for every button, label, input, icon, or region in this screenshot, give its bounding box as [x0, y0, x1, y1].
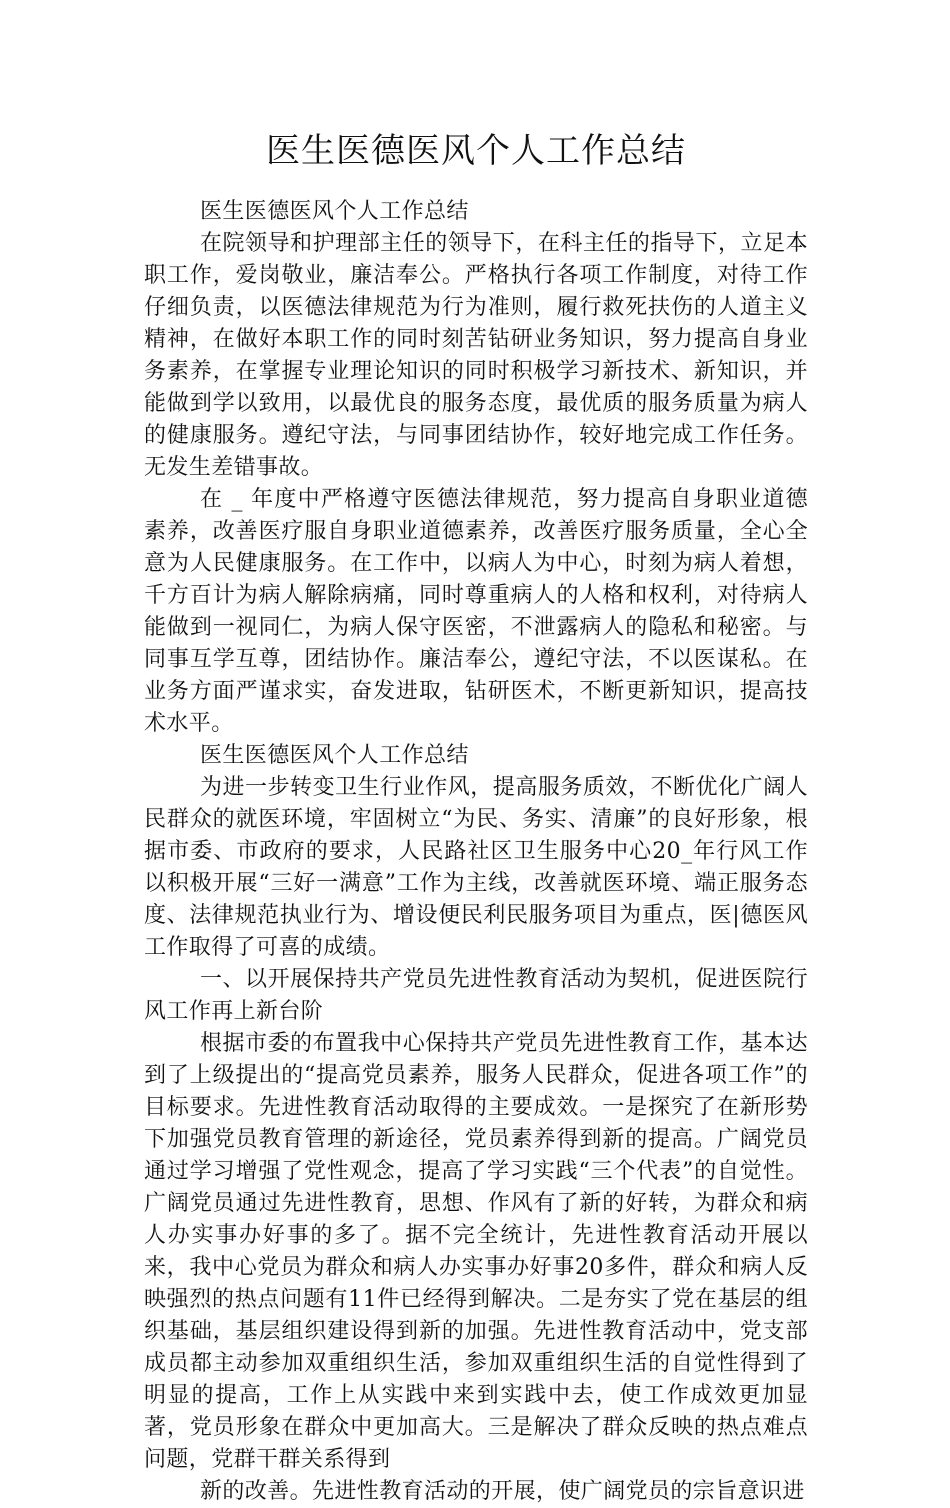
paragraph: 在 _ 年度中严格遵守医德法律规范，努力提高自身职业道德素养，改善医疗服自身职业道德素养，改善医疗服务质量，全心全意为人民健康服务。在工作中，以病人为中心，时刻为病人着想，千方百计为病人解除病痛，同时尊重病人的人格和权利，对待病人能做到一视同仁，为病人保守医密，不泄露病人的隐私和秘密。与同事互学互尊，团结协作。廉洁奉公，遵纪守法，不以医谋私。在业务方面严谨求实，奋发进取，钻研医术，不断更新知识，提高技术水平。 [144, 487, 808, 736]
paragraph-heading: 医生医德医风个人工作总结 [200, 743, 469, 768]
document-title: 医生医德医风个人工作总结 [266, 131, 686, 171]
document-page [144, 0, 808, 1508]
paragraph: 根据市委的布置我中心保持共产党员先进性教育工作，基本达到了上级提出的“提高党员素养，服务人民群众，促进各项工作”的目标要求。先进性教育活动取得的主要成效。一是探究了在新形势下加强党员教育管理的新途径，党员素养得到新的提高。广阔党员通过学习增强了党性观念，提高了学习实践“三个代表”的自觉性。广阔党员通过先进性教育，思想、作风有了新的好转，为群众和病人办实事办好事的多了。据不完全统计，先进性教育活动开展以来，我中心党员为群众和病人办实事办好事20多件，群众和病人反映强烈的热点问题有11件已经得到解决。二是夯实了党在基层的组织基础，基层组织建设得到新的加强。先进性教育活动中，党支部成员都主动参加双重组织生活，参加双重组织生活的自觉性得到了明显的提高，工作上从实践中来到实践中去，使工作成效更加显著，党员形象在群众中更加高大。三是解决了群众反映的热点难点问题，党群干群关系得到 [144, 1031, 808, 1472]
paragraph: 新的改善。先进性教育活动的开展，使广阔党员的宗旨意识进 [200, 1479, 805, 1504]
document-body [144, 196, 808, 1508]
section-heading: 一、以开展保持共产党员先进性教育活动为契机，促进医院行风工作再上新台阶 [144, 967, 808, 1024]
paragraph: 在院领导和护理部主任的领导下，在科主任的指导下，立足本职工作，爱岗敬业，廉洁奉公。严格执行各项工作制度，对待工作仔细负责，以医德法律规范为行为准则，履行救死扶伤的人道主义精神，在做好本职工作的同时刻苦钻研业务知识，努力提高自身业务素养，在掌握专业理论知识的同时积极学习新技术、新知识，并能做到学以致用，以最优良的服务态度，最优质的服务质量为病人的健康服务。遵纪守法，与同事团结协作，较好地完成工作任务。无发生差错事故。 [144, 231, 808, 480]
paragraph-heading: 医生医德医风个人工作总结 [200, 199, 469, 224]
paragraph: 为进一步转变卫生行业作风，提高服务质效，不断优化广阔人民群众的就医环境，牢固树立“为民、务实、清廉”的良好形象，根据市委、市政府的要求，人民路社区卫生服务中心20_年行风工作以积极开展“三好一满意”工作为主线，改善就医环境、端正服务态度、法律规范执业行为、增设便民利民服务项目为重点，医|德医风工作取得了可喜的成绩。 [144, 775, 808, 960]
